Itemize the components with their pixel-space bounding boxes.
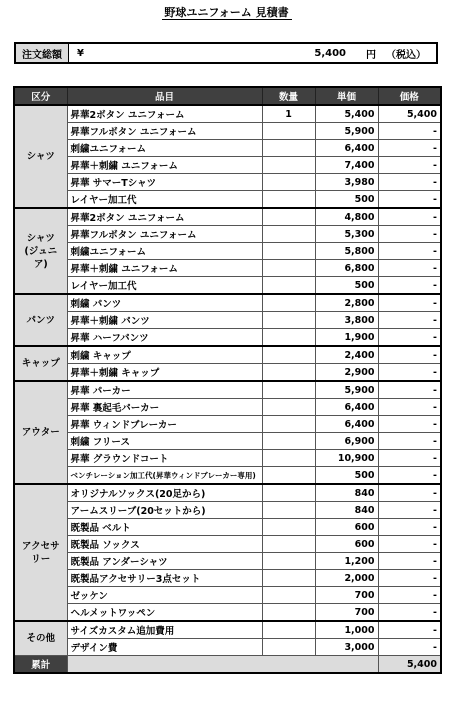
table-row	[14, 433, 441, 450]
price-cell: -	[378, 381, 441, 399]
item-cell: 刺繍 キャップ	[67, 346, 262, 364]
price-cell: -	[378, 450, 441, 467]
item-cell: 昇華＋刺繍 ユニフォーム	[67, 260, 262, 277]
unit-price-cell: 600	[315, 536, 378, 553]
unit-price-cell: 5,900	[315, 381, 378, 399]
category-cell: その他	[14, 621, 67, 656]
price-cell: -	[378, 123, 441, 140]
table-row	[14, 260, 441, 277]
item-cell: サイズカスタム追加費用	[67, 621, 262, 639]
unit-price-cell: 3,980	[315, 174, 378, 191]
item-cell: ヘルメットワッペン	[67, 604, 262, 622]
price-cell: -	[378, 277, 441, 295]
item-cell: 昇華2ボタン ユニフォーム	[67, 208, 262, 226]
unit-price-cell: 500	[315, 467, 378, 485]
table-row	[14, 346, 441, 364]
price-cell: -	[378, 260, 441, 277]
header-category: 区分	[14, 87, 67, 105]
item-cell: 昇華＋刺繍 ユニフォーム	[67, 157, 262, 174]
table-row	[14, 536, 441, 553]
item-cell: 刺繍 パンツ	[67, 294, 262, 312]
order-total-unit: 円	[366, 49, 376, 61]
item-cell: 既製品 アンダーシャツ	[67, 553, 262, 570]
table-row	[14, 502, 441, 519]
category-cell: キャップ	[14, 346, 67, 381]
order-total-currency: ¥	[77, 47, 84, 59]
price-cell: -	[378, 484, 441, 502]
qty-cell[interactable]	[262, 639, 315, 656]
category-cell: シャツ	[14, 105, 67, 208]
price-cell: -	[378, 312, 441, 329]
item-cell: 昇華 裏起毛パーカー	[67, 399, 262, 416]
table-row	[14, 208, 441, 226]
page-title: 野球ユニフォーム 見積書	[164, 6, 289, 19]
table-row	[14, 226, 441, 243]
table-row	[14, 450, 441, 467]
unit-price-cell: 6,800	[315, 260, 378, 277]
qty-cell[interactable]	[262, 587, 315, 604]
item-cell: 昇華＋刺繍 パンツ	[67, 312, 262, 329]
item-cell: アームスリーブ(20セットから)	[67, 502, 262, 519]
qty-cell[interactable]: 1	[262, 105, 315, 123]
cumulative-total: 5,400	[378, 656, 441, 674]
unit-price-cell: 5,800	[315, 243, 378, 260]
table-row	[14, 364, 441, 382]
item-cell: 刺繍 フリース	[67, 433, 262, 450]
price-cell: -	[378, 570, 441, 587]
table-row	[14, 277, 441, 295]
item-cell: 昇華 パーカー	[67, 381, 262, 399]
item-cell: 昇華フルボタン ユニフォーム	[67, 226, 262, 243]
qty-cell[interactable]	[262, 208, 315, 226]
qty-cell[interactable]	[262, 450, 315, 467]
item-cell: 昇華 ハーフパンツ	[67, 329, 262, 347]
unit-price-cell: 7,400	[315, 157, 378, 174]
table-row	[14, 105, 441, 123]
price-cell: -	[378, 536, 441, 553]
unit-price-cell: 6,400	[315, 416, 378, 433]
price-cell: -	[378, 467, 441, 485]
table-row	[14, 140, 441, 157]
unit-price-cell: 500	[315, 277, 378, 295]
price-cell: -	[378, 191, 441, 209]
price-cell: -	[378, 346, 441, 364]
price-cell: -	[378, 140, 441, 157]
price-cell: -	[378, 208, 441, 226]
table-row	[14, 329, 441, 347]
table-row	[14, 553, 441, 570]
qty-cell[interactable]	[262, 157, 315, 174]
table-row	[14, 604, 441, 622]
price-cell: 5,400	[378, 105, 441, 123]
order-total-tax: （税込）	[386, 49, 426, 61]
item-cell: 昇華フルボタン ユニフォーム	[67, 123, 262, 140]
item-cell: ゼッケン	[67, 587, 262, 604]
unit-price-cell: 840	[315, 484, 378, 502]
unit-price-cell: 500	[315, 191, 378, 209]
qty-cell[interactable]	[262, 191, 315, 209]
table-body	[14, 105, 441, 656]
category-cell: アクセサリー	[14, 484, 67, 621]
qty-cell[interactable]	[262, 346, 315, 364]
qty-cell[interactable]	[262, 277, 315, 295]
qty-cell[interactable]	[262, 570, 315, 587]
price-cell: -	[378, 226, 441, 243]
qty-cell[interactable]	[262, 174, 315, 191]
item-cell: 既製品 ベルト	[67, 519, 262, 536]
table-row	[14, 243, 441, 260]
unit-price-cell: 2,900	[315, 364, 378, 382]
table-row	[14, 191, 441, 209]
table-row	[14, 570, 441, 587]
table-row	[14, 312, 441, 329]
item-cell: オリジナルソックス(20足から)	[67, 484, 262, 502]
qty-cell[interactable]	[262, 364, 315, 382]
qty-cell[interactable]	[262, 329, 315, 347]
qty-cell[interactable]	[262, 140, 315, 157]
qty-cell[interactable]	[262, 519, 315, 536]
qty-cell[interactable]	[262, 243, 315, 260]
table-row	[14, 519, 441, 536]
price-cell: -	[378, 519, 441, 536]
qty-cell[interactable]	[262, 399, 315, 416]
unit-price-cell: 840	[315, 502, 378, 519]
unit-price-cell: 5,400	[315, 105, 378, 123]
price-cell: -	[378, 553, 441, 570]
category-cell: アウター	[14, 381, 67, 484]
price-cell: -	[378, 399, 441, 416]
item-cell: 昇華 サマーTシャツ	[67, 174, 262, 191]
unit-price-cell: 6,900	[315, 433, 378, 450]
table-row	[14, 484, 441, 502]
unit-price-cell: 1,200	[315, 553, 378, 570]
unit-price-cell: 5,300	[315, 226, 378, 243]
unit-price-cell: 700	[315, 604, 378, 622]
price-cell: -	[378, 243, 441, 260]
item-cell: 昇華 グラウンドコート	[67, 450, 262, 467]
category-cell: パンツ	[14, 294, 67, 346]
estimate-table	[13, 86, 442, 674]
table-row	[14, 157, 441, 174]
header-qty: 数量	[262, 87, 315, 105]
price-cell: -	[378, 639, 441, 656]
qty-cell[interactable]	[262, 502, 315, 519]
item-cell: 刺繍ユニフォーム	[67, 243, 262, 260]
table-row	[14, 587, 441, 604]
qty-cell[interactable]	[262, 553, 315, 570]
unit-price-cell: 10,900	[315, 450, 378, 467]
item-cell: デザイン費	[67, 639, 262, 656]
table-row	[14, 399, 441, 416]
order-total-value: 5,400	[314, 47, 346, 59]
price-cell: -	[378, 621, 441, 639]
header-unit-price: 単価	[315, 87, 378, 105]
qty-cell[interactable]	[262, 467, 315, 485]
table-row	[14, 639, 441, 656]
qty-cell[interactable]	[262, 604, 315, 622]
qty-cell[interactable]	[262, 260, 315, 277]
qty-cell[interactable]	[262, 226, 315, 243]
footer-spacer	[67, 656, 378, 674]
table-row	[14, 467, 441, 485]
item-cell: ベンチレーション加工代(昇華ウィンドブレーカー専用)	[67, 467, 262, 485]
category-cell: シャツ (ジュニア)	[14, 208, 67, 294]
order-total-box	[14, 42, 438, 64]
unit-price-cell: 2,400	[315, 346, 378, 364]
qty-cell[interactable]	[262, 536, 315, 553]
unit-price-cell: 600	[315, 519, 378, 536]
unit-price-cell: 3,800	[315, 312, 378, 329]
table-row	[14, 381, 441, 399]
price-cell: -	[378, 587, 441, 604]
table-row	[14, 294, 441, 312]
unit-price-cell: 6,400	[315, 140, 378, 157]
cumulative-label: 累計	[14, 656, 67, 674]
price-cell: -	[378, 416, 441, 433]
price-cell: -	[378, 174, 441, 191]
unit-price-cell: 2,800	[315, 294, 378, 312]
price-cell: -	[378, 329, 441, 347]
order-total-label: 注文総額	[16, 44, 69, 62]
item-cell: 刺繍ユニフォーム	[67, 140, 262, 157]
table-header-row	[14, 87, 441, 105]
item-cell: レイヤー加工代	[67, 277, 262, 295]
qty-cell[interactable]	[262, 433, 315, 450]
qty-cell[interactable]	[262, 294, 315, 312]
title-underline	[162, 19, 292, 20]
qty-cell[interactable]	[262, 381, 315, 399]
header-item: 品目	[67, 87, 262, 105]
unit-price-cell: 6,400	[315, 399, 378, 416]
table-row	[14, 621, 441, 639]
qty-cell[interactable]	[262, 123, 315, 140]
qty-cell[interactable]	[262, 416, 315, 433]
header-price: 価格	[378, 87, 441, 105]
table-row	[14, 174, 441, 191]
price-cell: -	[378, 157, 441, 174]
unit-price-cell: 3,000	[315, 639, 378, 656]
item-cell: 昇華 ウィンドブレーカー	[67, 416, 262, 433]
unit-price-cell: 5,900	[315, 123, 378, 140]
unit-price-cell: 4,800	[315, 208, 378, 226]
qty-cell[interactable]	[262, 621, 315, 639]
unit-price-cell: 1,900	[315, 329, 378, 347]
price-cell: -	[378, 294, 441, 312]
price-cell: -	[378, 604, 441, 622]
price-cell: -	[378, 433, 441, 450]
price-cell: -	[378, 502, 441, 519]
qty-cell[interactable]	[262, 312, 315, 329]
unit-price-cell: 2,000	[315, 570, 378, 587]
item-cell: 既製品アクセサリー3点セット	[67, 570, 262, 587]
item-cell: 昇華＋刺繍 キャップ	[67, 364, 262, 382]
table-row	[14, 416, 441, 433]
table-row	[14, 123, 441, 140]
table-footer-row	[14, 656, 441, 674]
item-cell: 昇華2ボタン ユニフォーム	[67, 105, 262, 123]
unit-price-cell: 1,000	[315, 621, 378, 639]
order-total-unit-wrap	[356, 44, 436, 62]
item-cell: 既製品 ソックス	[67, 536, 262, 553]
qty-cell[interactable]	[262, 484, 315, 502]
unit-price-cell: 700	[315, 587, 378, 604]
item-cell: レイヤー加工代	[67, 191, 262, 209]
price-cell: -	[378, 364, 441, 382]
